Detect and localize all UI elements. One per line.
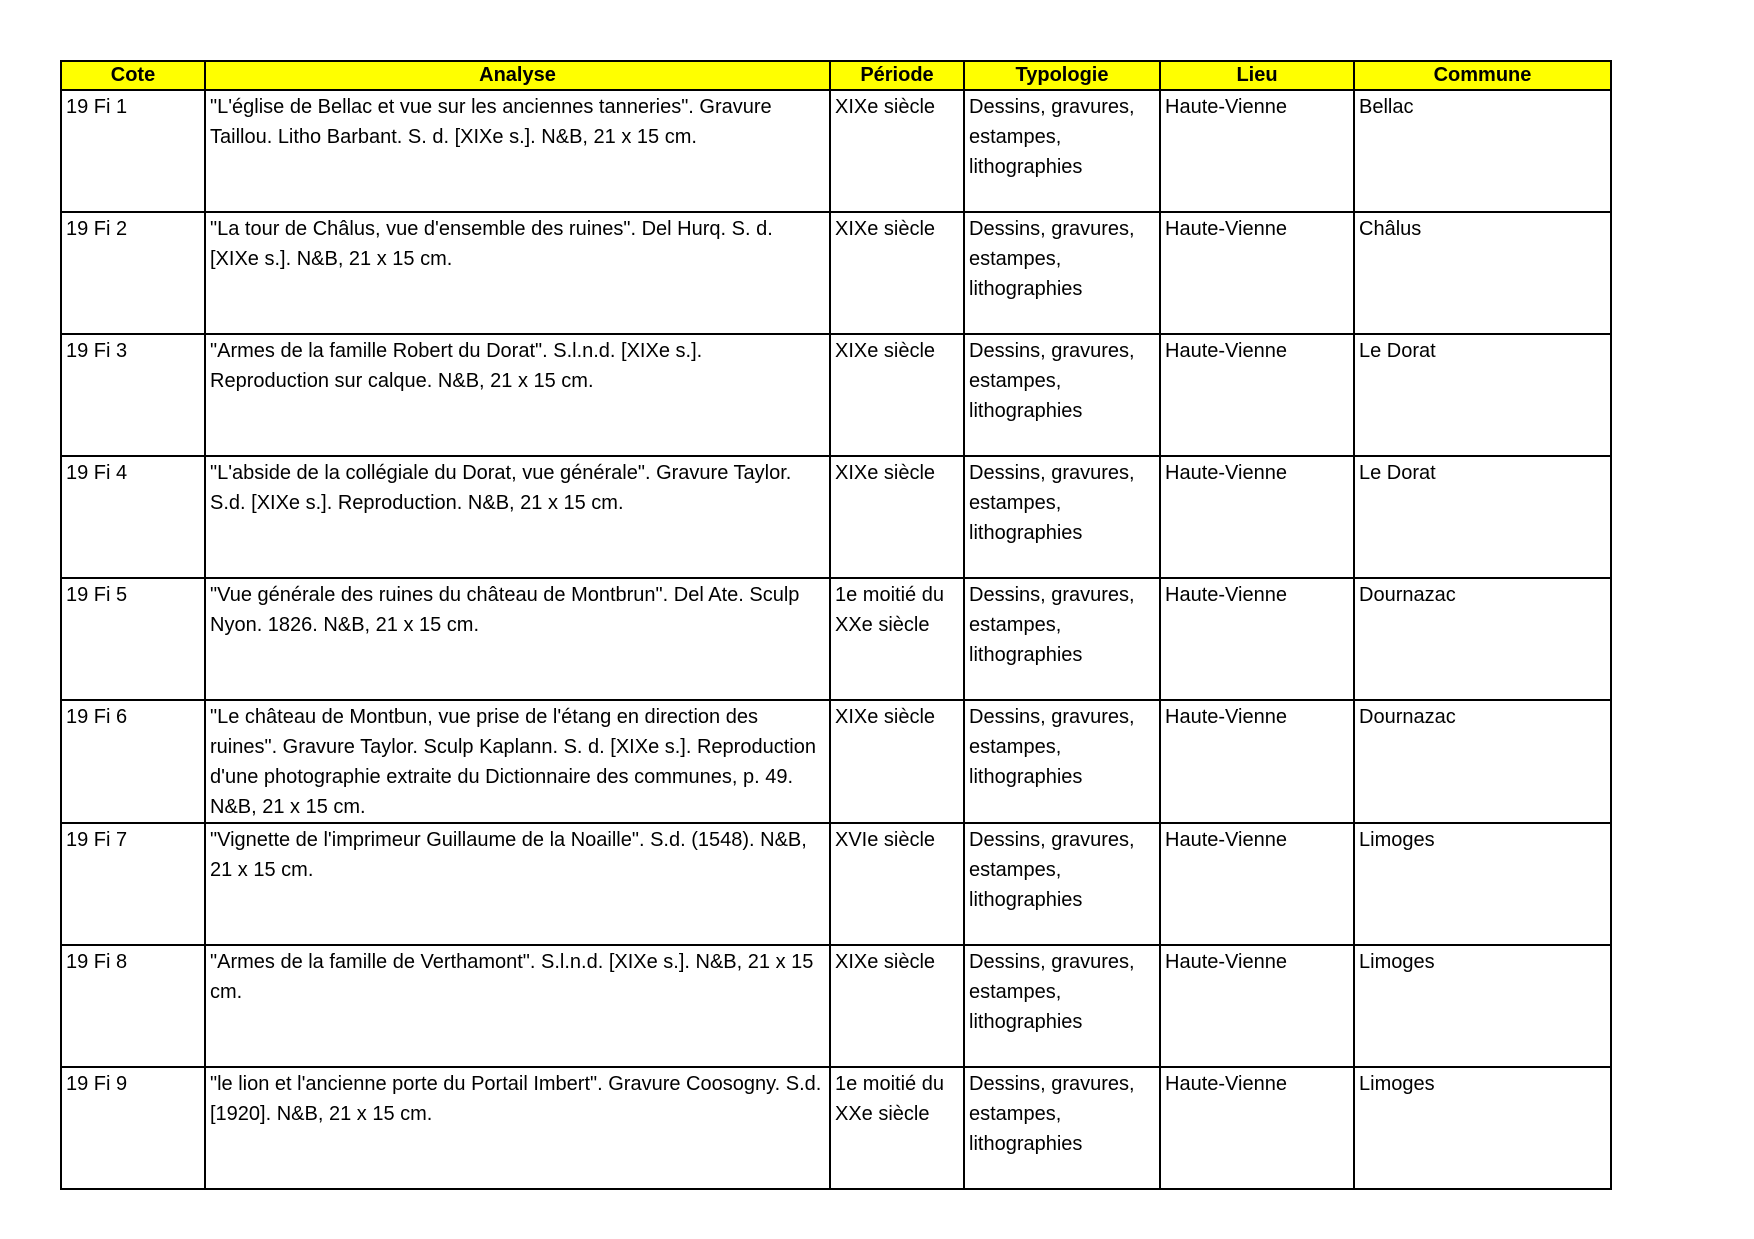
table-body (61, 90, 1611, 1189)
cell-lieu: Haute-Vienne (1160, 456, 1354, 578)
cell-analyse: "L'abside de la collégiale du Dorat, vue générale". Gravure Taylor. S.d. [XIXe s.]. Reproduction. N&B, 21 x 15 cm. (205, 456, 830, 578)
cell-periode: XIXe siècle (830, 456, 964, 578)
cell-cote: 19 Fi 4 (61, 456, 205, 578)
cell-cote: 19 Fi 1 (61, 90, 205, 212)
cell-typologie: Dessins, gravures, estampes, lithographies (964, 700, 1160, 823)
cell-typologie: Dessins, gravures, estampes, lithographies (964, 823, 1160, 945)
cell-periode: XIXe siècle (830, 90, 964, 212)
cell-typologie: Dessins, gravures, estampes, lithographies (964, 1067, 1160, 1189)
cell-cote: 19 Fi 6 (61, 700, 205, 823)
header-typologie: Typologie (964, 61, 1160, 90)
cell-periode: 1e moitié du XXe siècle (830, 1067, 964, 1189)
cell-analyse: "La tour de Châlus, vue d'ensemble des ruines". Del Hurq. S. d. [XIXe s.]. N&B, 21 x 15 cm. (205, 212, 830, 334)
cell-commune: Limoges (1354, 1067, 1611, 1189)
cell-analyse: "L'église de Bellac et vue sur les anciennes tanneries". Gravure Taillou. Litho Barbant. S. d. [XIXe s.]. N&B, 21 x 15 cm. (205, 90, 830, 212)
cell-commune: Dournazac (1354, 700, 1611, 823)
cell-typologie: Dessins, gravures, estampes, lithographies (964, 334, 1160, 456)
cell-analyse: "Vue générale des ruines du château de Montbrun". Del Ate. Sculp Nyon. 1826. N&B, 21 x 15 cm. (205, 578, 830, 700)
cell-analyse: "Armes de la famille de Verthamont". S.l.n.d. [XIXe s.]. N&B, 21 x 15 cm. (205, 945, 830, 1067)
table-header (61, 61, 1611, 90)
table-row (61, 945, 1611, 1067)
header-analyse: Analyse (205, 61, 830, 90)
cell-lieu: Haute-Vienne (1160, 700, 1354, 823)
cell-lieu: Haute-Vienne (1160, 823, 1354, 945)
header-row (61, 61, 1611, 90)
cell-cote: 19 Fi 3 (61, 334, 205, 456)
table-row (61, 823, 1611, 945)
cell-commune: Dournazac (1354, 578, 1611, 700)
cell-commune: Le Dorat (1354, 334, 1611, 456)
cell-cote: 19 Fi 7 (61, 823, 205, 945)
table-row (61, 700, 1611, 823)
cell-analyse: "Vignette de l'imprimeur Guillaume de la Noaille". S.d. (1548). N&B, 21 x 15 cm. (205, 823, 830, 945)
cell-commune: Bellac (1354, 90, 1611, 212)
table-row (61, 1067, 1611, 1189)
cell-analyse: "le lion et l'ancienne porte du Portail Imbert". Gravure Coosogny. S.d. [1920]. N&B, 21 x 15 cm. (205, 1067, 830, 1189)
cell-lieu: Haute-Vienne (1160, 212, 1354, 334)
cell-periode: XIXe siècle (830, 945, 964, 1067)
cell-commune: Limoges (1354, 823, 1611, 945)
cell-analyse: "Armes de la famille Robert du Dorat". S.l.n.d. [XIXe s.]. Reproduction sur calque. N&B, 21 x 15 cm. (205, 334, 830, 456)
cell-lieu: Haute-Vienne (1160, 1067, 1354, 1189)
header-lieu: Lieu (1160, 61, 1354, 90)
cell-commune: Châlus (1354, 212, 1611, 334)
table-row (61, 456, 1611, 578)
cell-cote: 19 Fi 9 (61, 1067, 205, 1189)
cell-typologie: Dessins, gravures, estampes, lithographies (964, 945, 1160, 1067)
cell-analyse: "Le château de Montbun, vue prise de l'étang en direction des ruines". Gravure Taylor. Sculp Kaplann. S. d. [XIXe s.]. Reproduction d'une photographie extraite du Dictionnaire des communes, p. 49. N&B, 21 x 15 cm. (205, 700, 830, 823)
cell-periode: XVIe siècle (830, 823, 964, 945)
table-row (61, 578, 1611, 700)
table-row (61, 334, 1611, 456)
cell-typologie: Dessins, gravures, estampes, lithographies (964, 456, 1160, 578)
table-row (61, 90, 1611, 212)
cell-typologie: Dessins, gravures, estampes, lithographies (964, 90, 1160, 212)
cell-periode: XIXe siècle (830, 212, 964, 334)
cell-periode: 1e moitié du XXe siècle (830, 578, 964, 700)
cell-commune: Limoges (1354, 945, 1611, 1067)
cell-lieu: Haute-Vienne (1160, 90, 1354, 212)
cell-lieu: Haute-Vienne (1160, 945, 1354, 1067)
header-cote: Cote (61, 61, 205, 90)
cell-typologie: Dessins, gravures, estampes, lithographies (964, 578, 1160, 700)
table-row (61, 212, 1611, 334)
inventory-table (60, 60, 1612, 1190)
cell-periode: XIXe siècle (830, 334, 964, 456)
header-periode: Période (830, 61, 964, 90)
cell-cote: 19 Fi 2 (61, 212, 205, 334)
cell-cote: 19 Fi 8 (61, 945, 205, 1067)
cell-commune: Le Dorat (1354, 456, 1611, 578)
cell-lieu: Haute-Vienne (1160, 334, 1354, 456)
cell-periode: XIXe siècle (830, 700, 964, 823)
cell-typologie: Dessins, gravures, estampes, lithographies (964, 212, 1160, 334)
header-commune: Commune (1354, 61, 1611, 90)
cell-cote: 19 Fi 5 (61, 578, 205, 700)
cell-lieu: Haute-Vienne (1160, 578, 1354, 700)
